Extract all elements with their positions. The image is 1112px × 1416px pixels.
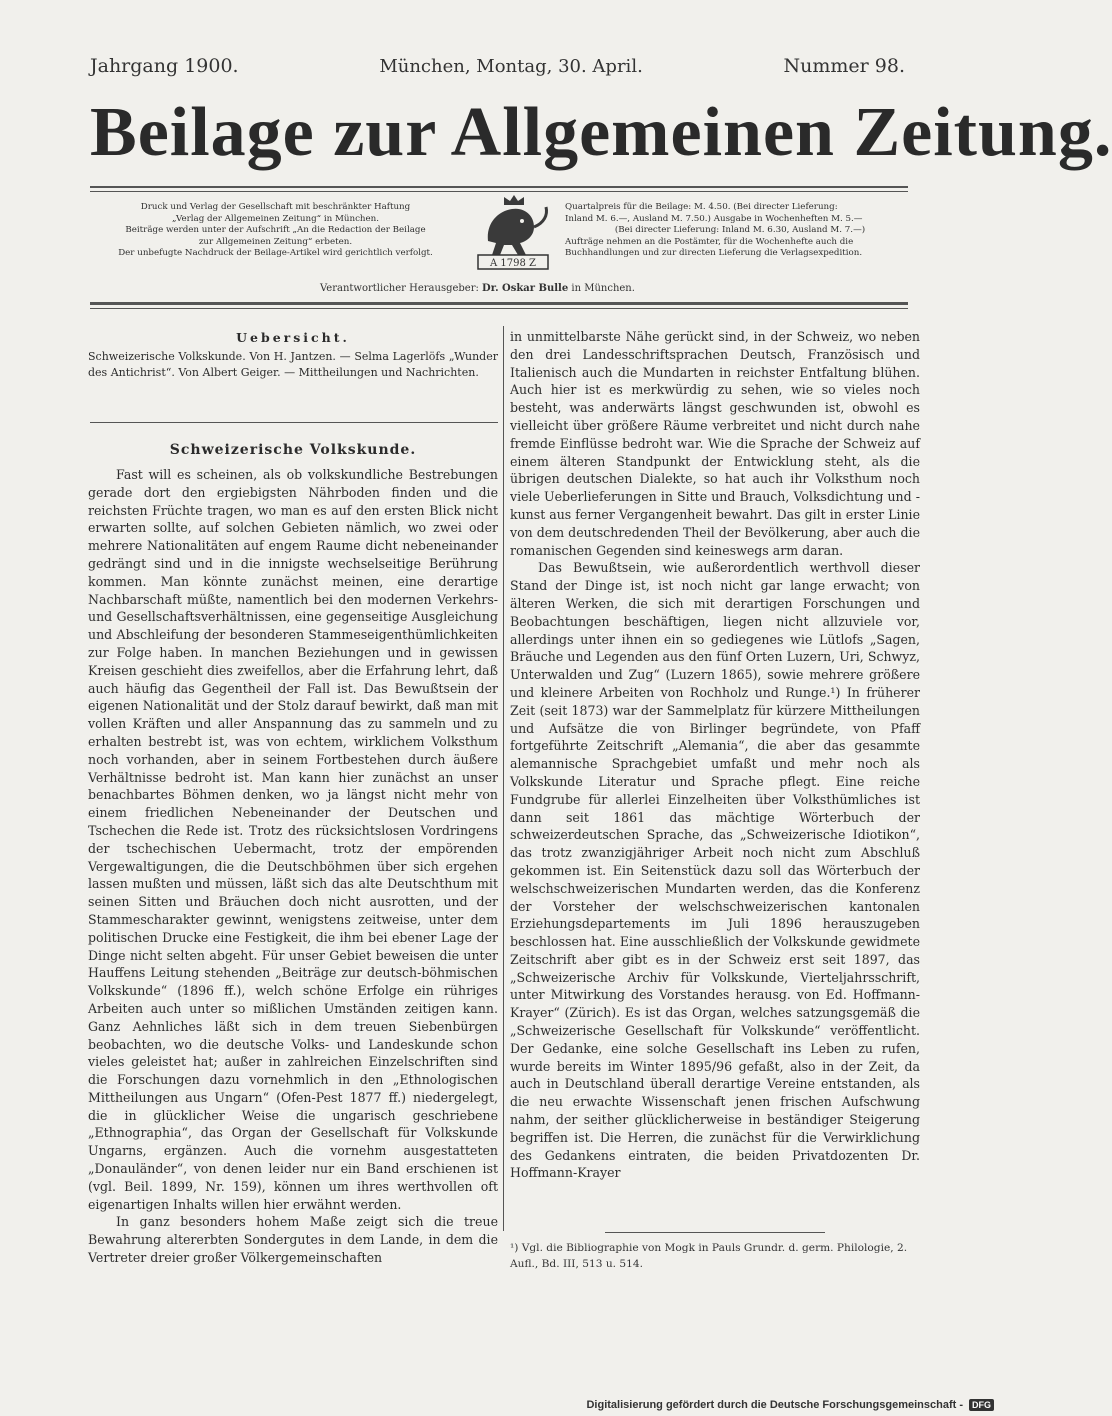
table-of-contents	[88, 330, 498, 380]
logo-text: A 1798 Z	[490, 258, 536, 269]
column-divider	[503, 326, 504, 1231]
editor-line	[320, 283, 635, 294]
price-line: Inland M. 6.—, Ausland M. 7.50.) Ausgabe in Wochenheften M. 5.—	[565, 213, 863, 224]
dateline: München, Montag, 30. April.	[379, 56, 643, 77]
volume-year: Jahrgang 1900.	[90, 55, 239, 77]
toc-rule	[90, 422, 498, 423]
digitization-footer	[369, 1394, 1000, 1416]
dfg-badge: DFG	[969, 1399, 994, 1411]
footnote-rule	[605, 1232, 825, 1233]
price-line: Quartalpreis für die Beilage: M. 4.50. (Bei directer Lieferung:	[565, 202, 838, 212]
imprint-rule-thin	[90, 308, 908, 309]
imprint-line: Beiträge werden unter der Aufschrift „An die Redaction der Beilage	[125, 225, 426, 235]
price-line: (Bei directer Lieferung: Inland M. 6.30, Ausland M. 7.—)	[614, 225, 866, 235]
editor-name: Dr. Oskar Bulle	[482, 283, 569, 294]
imprint-line: Druck und Verlag der Gesellschaft mit beschränkter Haftung	[140, 202, 411, 212]
editor-label: Verantwortlicher Herausgeber:	[320, 283, 479, 294]
imprint-line: zur Allgemeinen Zeitung“ erbeten.	[198, 236, 353, 247]
issue-header	[90, 55, 905, 77]
imprint-line: „Verlag der Allgemeinen Zeitung“ in München.	[171, 213, 380, 224]
imprint-line: Der unbefugte Nachdruck der Beilage-Artikel wird gerichtlich verfolgt.	[118, 248, 433, 258]
article-paragraph: In ganz besonders hohem Maße zeigt sich die treue Bewahrung altererbten Sondergutes in dem Lande, in dem die Vertreter dreier großer Völkergemeinschaften	[88, 1214, 498, 1266]
price-line: Buchhandlungen und zur directen Lieferung die Verlagsexpedition.	[565, 248, 863, 258]
lion-crest-icon	[468, 193, 558, 271]
masthead-title: Beilage zur Allgemeinen Zeitung.	[90, 94, 1112, 171]
article-paragraph: Das Bewußtsein, wie außerordentlich werthvoll dieser Stand der Dinge ist, ist noch nicht gar lange erwacht; von älteren Werken, die sich mit derartigen Forschungen und Beobachtungen beschäftigen, liegen nicht allzuviele vor, allerdings unter ihnen ein so gediegenes wie Lütlofs „Sagen, Bräuche und Legenden aus den fünf Orten Luzern, Uri, Schwyz, Unterwalden und Zug“ (Luzern 1865), sowie mehrere größere und kleinere Arbeiten von Rochholz und Runge.¹) In früherer Zeit (seit 1873) war der Sammelplatz für kürzere Mittheilungen und Aufsätze die von Birlinger begründete, von Pfaff fortgeführte Zeitschrift „Alemania“, die aber das gesammte alemannische Sprachgebiet umfaßt und mehr noch als Volkskunde Literatur und Sprache pflegt. Eine reiche Fundgrube für allerlei Einzelheiten über Volksthümliches ist dann seit 1861 das mächtige Wörterbuch der schweizerdeutschen Sprache, das „Schweizerische Idiotikon“, das trotz zwanzigjähriger Arbeit noch nicht zum Abschluß gekommen ist. Ein Seitenstück dazu soll das Wörterbuch der welschschweizerischen Mundarten werden, das die Konferenz der Vorsteher der welschschweizerischen kantonalen Erziehungsdepartements im Juli 1896 herauszugeben beschlossen hat. Eine ausschließlich der Volkskunde gewidmete Zeitschrift aber gibt es in der Schweiz erst seit 1897, das „Schweizerische Archiv für Volkskunde, Vierteljahrsschrift, unter Mitwirkung des Vorstandes herausg. von Ed. Hoffmann-Krayer“ (Zürich). Es ist das Organ, welches satzungsgemäß die „Schweizerische Gesellschaft für Volkskunde“ veröffentlicht. Der Gedanke, eine solche Gesellschaft ins Leben zu rufen, wurde bereits im Winter 1895/96 gefaßt, also in der Zeit, da auch in Deutschland überall derartige Vereine entstanden, als die neu erwachte Wissenschaft jenen frischen Aufschwung nahm, der seither glücklicherweise in beständiger Steigerung begriffen ist. Die Herren, die zunächst für die Verwirklichung des Gedankens eintraten, die beiden Privatdozenten Dr. Hoffmann-Krayer	[510, 560, 920, 1181]
imprint-prices	[565, 202, 915, 260]
imprint-rule	[90, 302, 908, 305]
article-column-1	[88, 466, 498, 1267]
issue-number: Nummer 98.	[783, 55, 905, 77]
footer-text: Digitalisierung gefördert durch die Deutsche Forschungsgemeinschaft -	[586, 1399, 963, 1411]
editor-place: in München.	[571, 283, 635, 294]
toc-body: Schweizerische Volkskunde. Von H. Jantzen. — Selma Lagerlöfs „Wunder des Antichrist“. Von Albert Geiger. — Mittheilungen und Nachrichten.	[88, 350, 498, 379]
imprint-publisher	[88, 202, 463, 260]
masthead-rule-thin	[90, 191, 908, 192]
article-column-2	[510, 328, 920, 1182]
article-paragraph: in unmittelbarste Nähe gerückt sind, in der Schweiz, wo neben den drei Landesschriftsprachen Deutsch, Französisch und Italienisch auch die Mundarten in reichster Entfaltung blühen. Auch hier ist es merkwürdig zu sehen, wie so vieles noch besteht, was anderwärts längst geschwunden ist, obwohl es vielleicht über größere Räume verbreitet und nicht durch nahe fremde Einflüsse bedroht war. Wie die Sprache der Schweiz auf einem älteren Standpunkt der Entwicklung steht, als die übrigen deutschen Dialekte, so hat auch ihr Volksthum noch viele Ueberlieferungen in Sitte und Brauch, Volksdichtung und -kunst aus ferner Vergangenheit bewahrt. Das gilt in erster Linie von dem deutschredenden Theil der Bevölkerung, aber auch die romanischen Gegenden sind keineswegs arm daran.	[510, 329, 920, 558]
article-paragraph: Fast will es scheinen, als ob volkskundliche Bestrebungen gerade dort den ergiebigsten Nährboden finden und die reichsten Früchte tragen, wo man es auf den ersten Blick nicht erwarten sollte, auf solchen Gebieten nämlich, wo zwei oder mehrere Nationalitäten auf engem Raume dicht nebeneinander gedrängt sind und in die innigste wechselseitige Berührung kommen. Man könnte zunächst meinen, eine derartige Nachbarschaft müßte, namentlich bei den modernen Verkehrs- und Gesellschaftsverhältnissen, eine gegenseitige Ausgleichung und Abschleifung der besonderen Stammeseigenthümlichkeiten zur Folge haben. In manchen Beziehungen und in gewissen Kreisen geschieht dies zweifellos, aber die Erfahrung lehrt, daß auch häufig das Gegentheil der Fall ist. Das Bewußtsein der eigenen Nationalität und der Stolz darauf bewirkt, daß man mit vollen Kräften und aller Anspannung das zu sammeln und zu erhalten bestrebt ist, was von echtem, wirklichem Volksthum noch vorhanden, aber in seinem Fortbestehen durch äußere Verhältnisse bedroht ist. Man kann hier zunächst an unser benachbartes Böhmen denken, wo ja längst nicht mehr von einem friedlichen Nebeneinander der Deutschen und Tschechen die Rede ist. Trotz des rücksichtslosen Vordringens der tschechischen Uebermacht, trotz der empörenden Vergewaltigungen, die die Deutschböhmen über sich ergehen lassen mußten und müssen, läßt sich das alte Deutschthum mit seinen Sitten und Bräuchen doch nicht ausrotten, und der Stammescharakter gewinnt, wenigstens zeitweise, unter dem politischen Drucke eine Festigkeit, die ihm bei ebener Lage der Dinge nicht selten abgeht. Für unser Gebiet beweisen die unter Hauffens Leitung stehenden „Beiträge zur deutsch-böhmischen Volkskunde“ (1896 ff.), welch schöne Erfolge ein rühriges Arbeiten auch unter so mißlichen Umständen zeitigen kann. Ganz Aehnliches läßt sich in dem treuen Siebenbürgen beobachten, wo die deutsche Volks- und Landeskunde schon vieles geleistet hat; außer in zahlreichen Einzelschriften sind die Forschungen dazu vornehmlich in den „Ethnologischen Mittheilungen aus Ungarn“ (Ofen-Pest 1877 ff.) niedergelegt, die in glücklicher Weise die ungarisch geschriebene „Ethnographia“, das Organ der Gesellschaft für Volkskunde Ungarns, ergänzen. Auch die vornehm ausgestatteten „Donauländer“, von denen leider nur ein Band erschienen ist (vgl. Beil. 1899, Nr. 159), können um ihres werthvollen oft eigenartigen Inhalts willen hier erwähnt werden.	[88, 467, 498, 1212]
toc-title: Uebersicht.	[236, 330, 350, 345]
price-line: Aufträge nehmen an die Postämter, für die Wochenhefte auch die	[565, 236, 854, 247]
article-title: Schweizerische Volkskunde.	[169, 442, 417, 458]
footnote: ¹) Vgl. die Bibliographie von Mogk in Pauls Grundr. d. germ. Philologie, 2. Aufl., Bd. III, 513 u. 514.	[510, 1242, 908, 1270]
masthead-rule	[90, 186, 908, 188]
